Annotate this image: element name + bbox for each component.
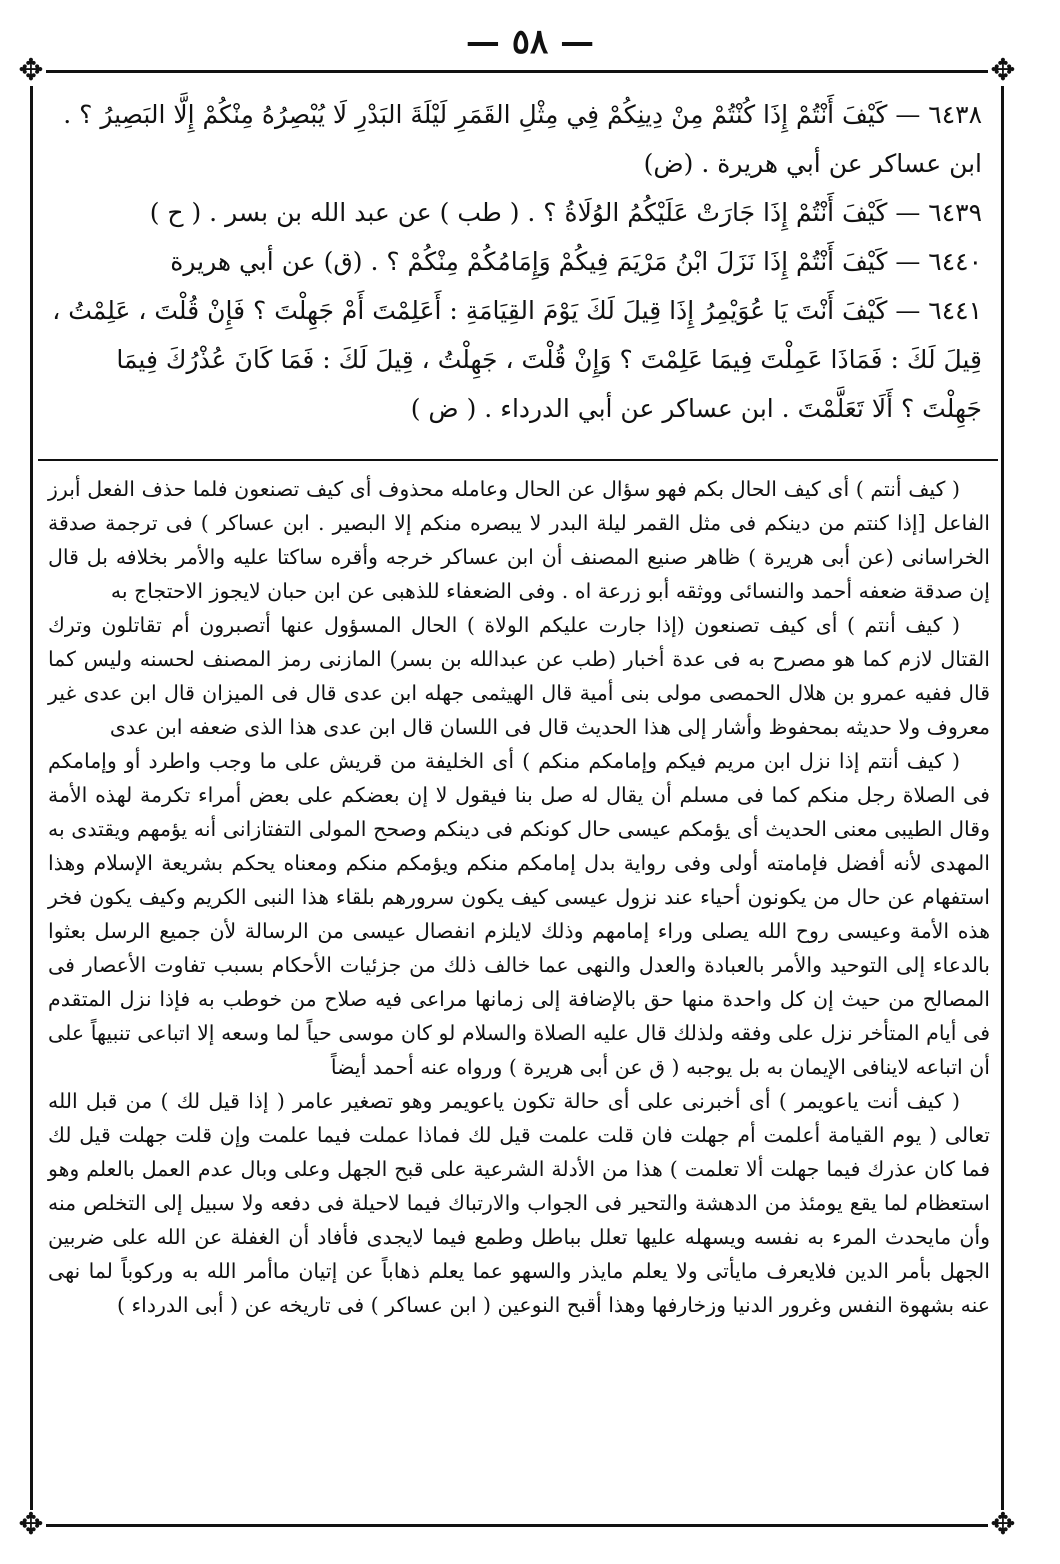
hadith-6440: ٦٤٤٠ — كَيْفَ أَنْتُمْ إِذَا نَزَلَ ابْنُ مَرْيَمَ فِيكُمْ وَإِمَامُكُمْ مِنْكُمْ ؟ . (ق) عن أبي هريرة xyxy=(170,247,982,276)
frame-bottom-rule xyxy=(30,1524,1004,1527)
corner-ornament-icon: ✥ xyxy=(988,1510,1018,1540)
hadith-6439: ٦٤٣٩ — كَيْفَ أَنْتُمْ إِذَا جَارَتْ عَلَيْكُمُ الوُلَاةُ ؟ . ( طب ) عن عبد الله بن بسر . ( ح ) xyxy=(149,198,982,227)
hadith-6438: ٦٤٣٨ — كَيْفَ أَنْتُمْ إِذَا كُنْتُمْ مِنْ دِينِكُمْ فِي مِثْلِ القَمَرِ لَيْلَةَ البَدْرِ لَا يُبْصِرُهُ مِنْكُمْ إِلَّا البَصِيرُ ؟ . ابن عساكر عن أبي هريرة . (ض) xyxy=(63,100,982,178)
page-number: — ٥٨ — xyxy=(465,22,595,62)
frame-top-rule xyxy=(30,70,1004,73)
section-separator xyxy=(38,459,998,461)
corner-ornament-icon: ✥ xyxy=(16,56,46,86)
commentary-paragraph: ( كيف أنتم ) أى كيف تصنعون (إذا جارت عليكم الولاة ) الحال المسؤول عنها أتصبرون أم تقاتلون وترك القتال لازم كما هو مصرح به فى عدة أخبار (طب عن عبدالله بن بسر) المازنى رمز المصنف لحسنه وليس كما قال ففيه عمرو بن هلال الحمصى مولى بنى أمية قال الهيثمى جهله ابن عدى قال فى الميزان قال ابن عدى غير معروف ولا حديثه بمحفوظ وأشار إلى هذا الحديث قال فى اللسان قال ابن عدى هذا الذى ضعفه ابن عدى xyxy=(48,613,990,739)
commentary-paragraph: ( كيف أنتم إذا نزل ابن مريم فيكم وإمامكم منكم ) أى الخليفة من قريش على ما وجب واطرد أو وإمامكم فى الصلاة رجل منكم كما فى مسلم أن يقال له صل بنا فيقول لا إن بعضكم على بعض أمراء تكرمة لهذه الأمة وقال الطيبى معنى الحديث أى يؤمكم عيسى حال كونكم فى دينكم وصحح المولى التفتازانى أنه يؤمهم ويقتدى به المهدى لأنه أفضل فإمامته أولى وفى رواية بدل إمامكم منكم ويؤمكم منكم ومعناه يحكم بشريعة الإسلام وهذا استفهام عن حال من يكونون أحياء عند نزول عيسى كيف يكون سرورهم بلقاء هذا النبى الكريم وكيف يكون فخر هذه الأمة وعيسى روح الله يصلى وراء إمامهم وذلك لايلزم انفصال عيسى من الرسالة لأن جميع الرسل بعثوا بالدعاء إلى التوحيد والأمر بالعبادة والعدل والنهى عما خالف ذلك من جزئيات الأحكام بسبب تفاوت الأعصار فى المصالح من حيث إن كل واحدة منها حق بالإضافة إلى زمانها مراعى فيه صلاح من خوطب به فإذا نزل المتقدم فى أيام المتأخر نزل على وفقه ولذلك قال عليه الصلاة والسلام لو كان موسى حياً لما وسعه إلا اتباعى تنبيهاً على أن اتباعه لاينافى الإيمان به بل يوجبه ( ق عن أبى هريرة ) ورواه عنه أحمد أيضاً xyxy=(48,749,990,1079)
hadith-6441: ٦٤٤١ — كَيْفَ أَنْتَ يَا عُوَيْمِرُ إِذَا قِيلَ لَكَ يَوْمَ القِيَامَةِ : أَعَلِمْتَ أَمْ جَهِلْتَ ؟ فَإِنْ قُلْتَ ، عَلِمْتُ ، قِيلَ لَكَ : فَمَاذَا عَمِلْتَ فِيمَا عَلِمْتَ ؟ وَإِنْ قُلْتَ ، جَهِلْتُ ، قِيلَ لَكَ : فَمَا كَانَ عُذْرُكَ فِيمَا جَهِلْتَ ؟ أَلَا تَعَلَّمْتَ . ابن عساكر عن أبي الدرداء . ( ض ) xyxy=(52,296,982,423)
corner-ornament-icon: ✥ xyxy=(16,1510,46,1540)
hadith-section xyxy=(52,90,982,433)
corner-ornament-icon: ✥ xyxy=(988,56,1018,86)
commentary-section xyxy=(48,472,990,1322)
commentary-paragraph: ( كيف أنت ياعويمر ) أى أخبرنى على أى حالة تكون ياعويمر وهو تصغير عامر ( إذا قيل لك ) من قبل الله تعالى ( يوم القيامة أعلمت أم جهلت فان قلت علمت قيل لك فماذا عملت فيما علمت وإن قلت جهلت قيل لك فما كان عذرك فيما جهلت ألا تعلمت ) هذا من الأدلة الشرعية على قبح الجهل وعلى وبال عدم العمل بالعلم وهو استعظام لما يقع يومئذ من الدهشة والتحير فى الجواب والارتباك فيما لاحيلة فى دفعه ولا سبيل إلى التخلص منه وأن مايحدث المرء به نفسه ويسهله عليها تعلل بباطل وطمع فيما لايجدى فأفاد أن الغفلة عن الله على ضربين الجهل بأمر الدين فلايعرف مايأتى ولا يعلم مايذر والسهو عما يعلم ذهاباً عن إتيان ماأمر الله به وركوباً لما نهى عنه بشهوة النفس وغرور الدنيا وزخارفها وهذا أقبح النوعين ( ابن عساكر ) فى تاريخه عن ( أبى الدرداء ) xyxy=(48,1089,990,1317)
commentary-paragraph: ( كيف أنتم ) أى كيف الحال بكم فهو سؤال عن الحال وعامله محذوف أى كيف تصنعون فلما حذف الفعل أبرز الفاعل [إذا كنتم من دينكم فى مثل القمر ليلة البدر لا يبصره منكم إلا البصير . ابن عساكر ) فى ترجمة صدقة الخراسانى (عن أبى هريرة ) ظاهر صنيع المصنف أن ابن عساكر خرجه وأقره ساكتا عليه والأمر بخلافه بل قال إن صدقة ضعفه أحمد والنسائى ووثقه أبو زرعة اه . وفى الضعفاء للذهبى عن ابن حبان لايجوز الاحتجاج به xyxy=(48,477,990,603)
